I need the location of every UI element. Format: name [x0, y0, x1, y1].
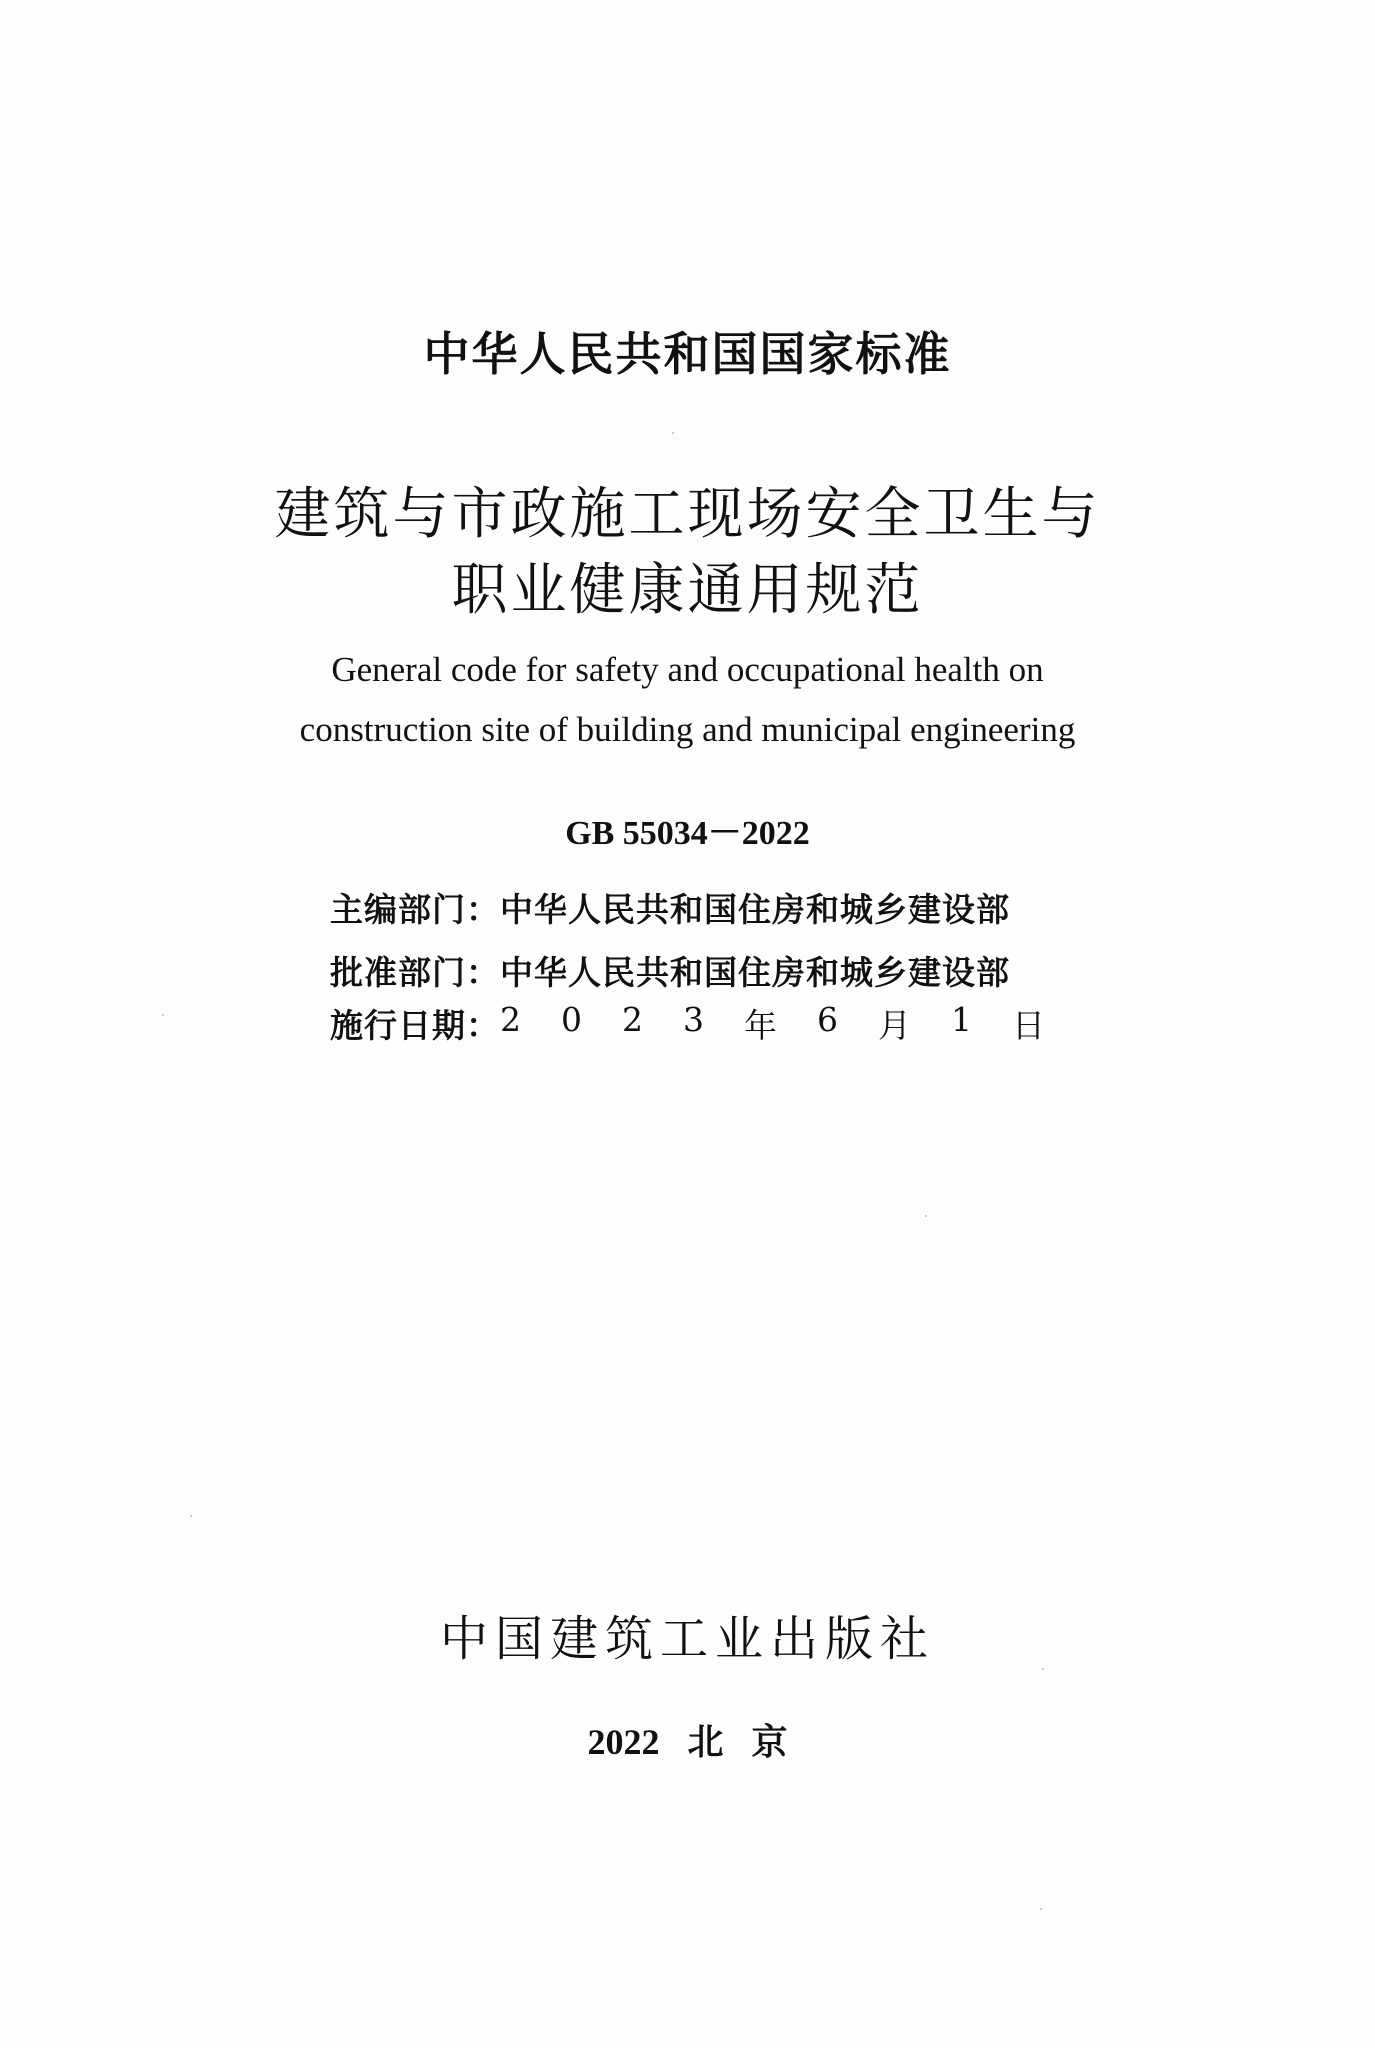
scan-speck: [1040, 1908, 1042, 1910]
standard-kind-heading: 中华人民共和国国家标准: [423, 327, 952, 381]
effective-date-char: 0: [561, 1000, 583, 1039]
effective-date-char: 3: [683, 1000, 705, 1039]
title-zh-line-1: 建筑与市政施工现场安全卫生与: [274, 482, 1101, 547]
scan-speck: [1042, 1668, 1044, 1670]
publication-year: 2022: [587, 1722, 660, 1762]
scan-speck: [190, 1515, 192, 1517]
publication-year-city: [0, 1714, 1375, 1765]
approver-label: 批准部门：: [330, 953, 500, 992]
effective-date-char: 年: [744, 1006, 778, 1045]
title-en-line-2: construction site of building and municipal engineering: [299, 710, 1076, 749]
effective-date-char: 1: [951, 1000, 973, 1039]
editor-row: [330, 884, 1090, 931]
editor-value: 中华人民共和国住房和城乡建设部: [500, 890, 1010, 929]
editor-label: 主编部门：: [330, 890, 500, 929]
scan-speck: [162, 1014, 164, 1016]
publisher-name: 中国建筑工业出版社: [439, 1611, 935, 1667]
effective-date-char: 月: [878, 1006, 912, 1045]
approver-row: [330, 947, 1090, 994]
title-en-line-1: General code for safety and occupational health on: [331, 650, 1044, 689]
effective-date-char: 日: [1012, 1006, 1046, 1045]
scan-speck: [925, 1215, 927, 1217]
effective-label: 施行日期：: [330, 1006, 500, 1045]
effective-date-char: 2: [500, 1000, 522, 1039]
publication-city-char: 北: [687, 1722, 724, 1762]
effective-date-char: 2: [622, 1000, 644, 1039]
effective-date-value: [500, 1000, 1046, 1047]
effective-date-char: 6: [817, 1000, 839, 1039]
effective-date-row: [330, 1000, 1090, 1047]
title-zh-line-2: 职业健康通用规范: [451, 558, 924, 623]
standard-code: GB 55034－2022: [565, 815, 810, 852]
approver-value: 中华人民共和国住房和城乡建设部: [500, 953, 1010, 992]
publication-city-char: 京: [751, 1722, 788, 1762]
scan-speck: [672, 432, 674, 434]
